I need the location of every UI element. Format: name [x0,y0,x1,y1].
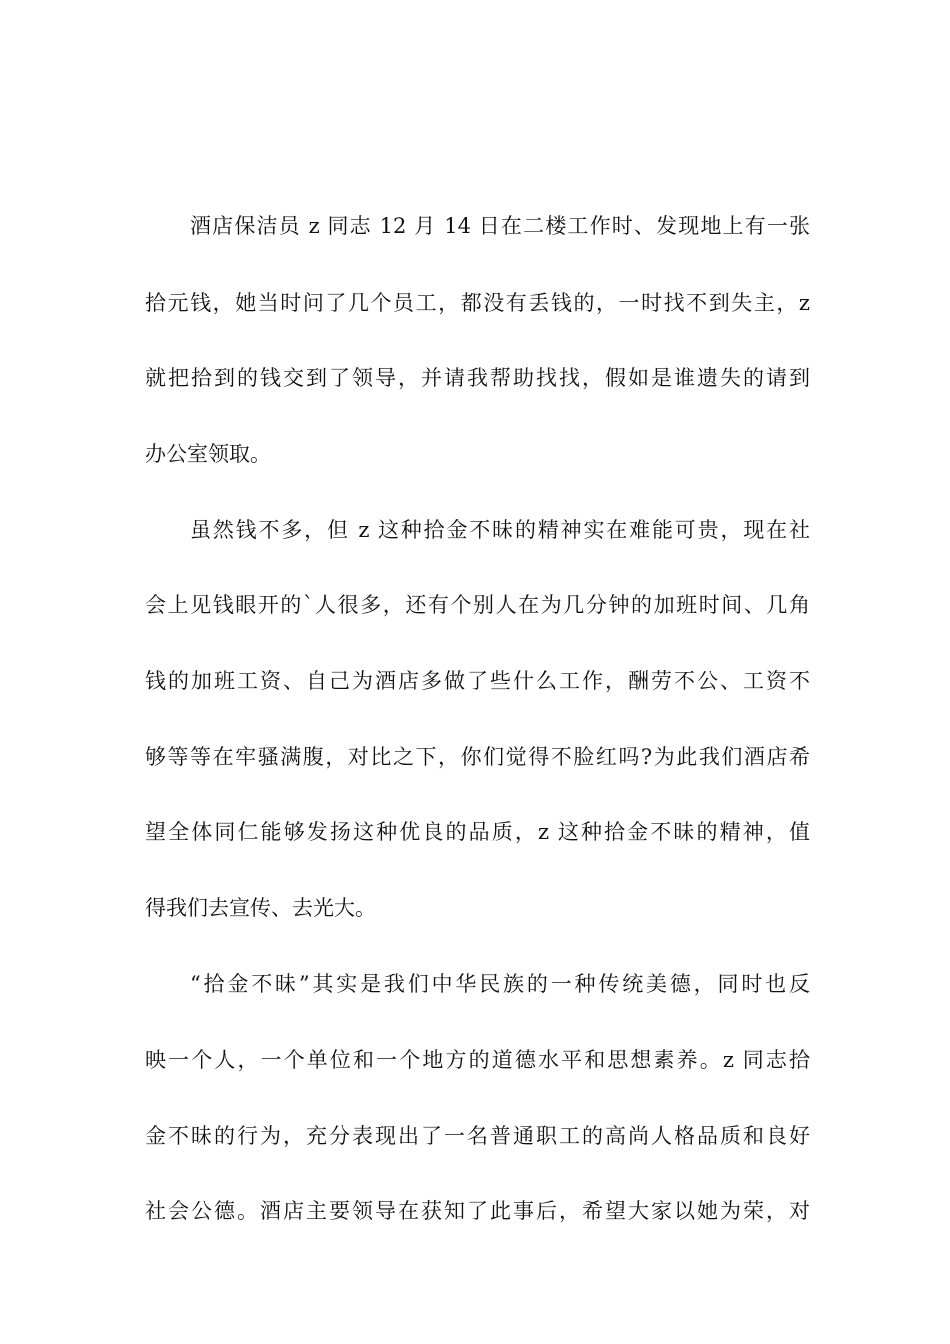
paragraph-1-line-4: 办公室领取。 [145,442,271,466]
paragraph-2-line-6: 得我们去宣传、去光大。 [145,896,376,920]
paragraph-1-line-1: 酒店保洁员 z 同志 12 月 14 日在二楼工作时、发现地上有一张 [190,214,810,238]
paragraph-2-line-5: 望全体同仁能够发扬这种优良的品质，z 这种拾金不昧的精神，值 [145,820,810,844]
paragraph-2-line-1: 虽然钱不多，但 z 这种拾金不昧的精神实在难能可贵，现在社 [190,518,810,542]
paragraph-3-line-1: “拾金不昧”其实是我们中华民族的一种传统美德，同时也反 [190,972,810,996]
paragraph-2-line-2: 会上见钱眼开的`人很多，还有个别人在为几分钟的加班时间、几角 [145,593,810,617]
paragraph-3-line-2: 映一个人，一个单位和一个地方的道德水平和思想素养。z 同志拾 [145,1048,810,1072]
paragraph-2-line-4: 够等等在牢骚满腹，对比之下，你们觉得不脸红吗?为此我们酒店希 [145,745,810,769]
paragraph-3-line-4: 社会公德。酒店主要领导在获知了此事后，希望大家以她为荣，对 [145,1199,810,1223]
paragraph-2-line-3: 钱的加班工资、自己为酒店多做了些什么工作，酬劳不公、工资不 [145,669,810,693]
paragraph-1-line-3: 就把拾到的钱交到了领导，并请我帮助找找，假如是谁遗失的请到 [145,366,810,390]
paragraph-1-line-2: 拾元钱，她当时问了几个员工，都没有丢钱的，一时找不到失主，z [145,291,810,315]
paragraph-3-line-3: 金不昧的行为，充分表现出了一名普通职工的高尚人格品质和良好 [145,1124,810,1148]
